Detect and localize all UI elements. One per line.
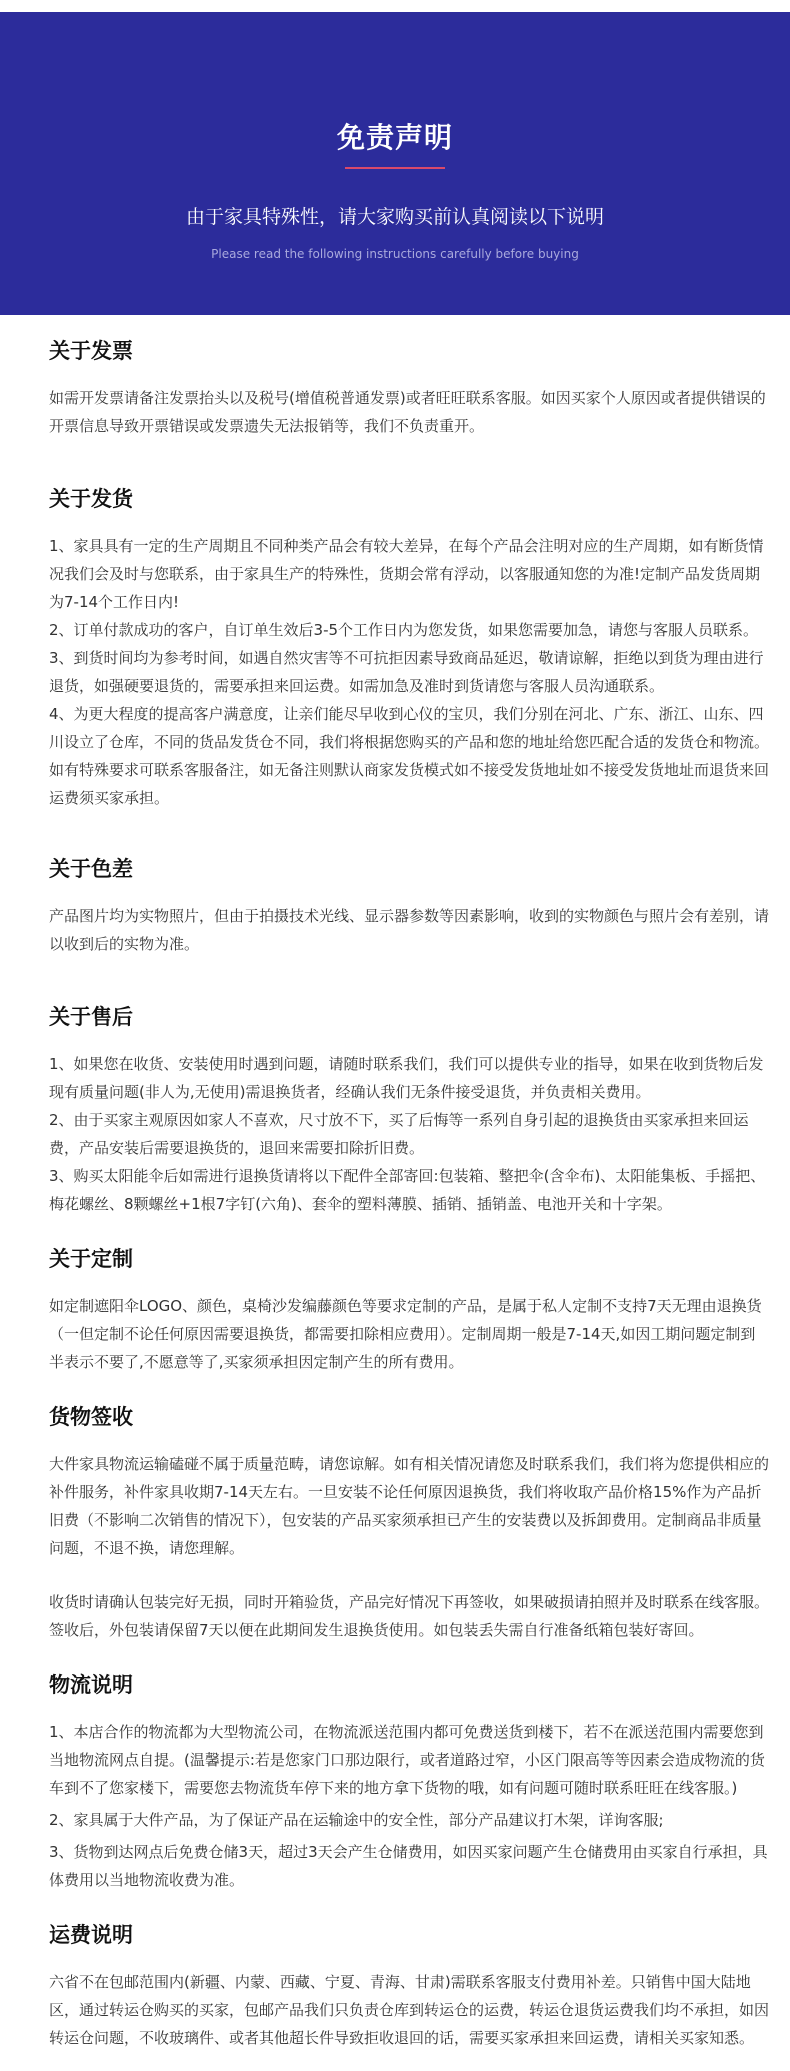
section-paragraph: 2、由于买家主观原因如家人不喜欢，尺寸放不下，买了后悔等一系列自身引起的退换货由买家承担来回运费，产品安装后需要退换货的，退回来需要扣除折旧费。 xyxy=(49,1111,749,1157)
section-title: 关于发票 xyxy=(49,339,133,363)
section-paragraph: 大件家具物流运输磕碰不属于质量范畴，请您谅解。如有相关情况请您及时联系我们，我们将为您提供相应的补件服务，补件家具收期7-14天左右。一旦安装不论任何原因退换货，我们将收取产品价格15%作为产品折旧费（不影响二次销售的情况下），包安装的产品买家须承担已产生的安装费以及拆卸费用。定制商品非质量问题，不退不换，请您理解。 xyxy=(49,1455,770,1557)
section-paragraph: 2、家具属于大件产品，为了保证产品在运输途中的安全性，部分产品建议打木架，详询客服; xyxy=(49,1811,664,1829)
section-paragraph: 如需开发票请备注发票抬头以及税号(增值税普通发票)或者旺旺联系客服。如因买家个人原因或者提供错误的开票信息导致开票错误或发票遗失无法报销等，我们不负责重开。 xyxy=(49,389,766,435)
section-logistics xyxy=(49,1670,769,1894)
section-paragraph: 六省不在包邮范围内(新疆、内蒙、西藏、宁夏、青海、甘肃)需联系客服支付费用补差。只销售中国大陆地区，通过转运仓购买的买家，包邮产品我们只负责仓库到转运仓的运费，转运仓退货运费我们均不承担，如因转运仓问题，不收玻璃件、或者其他超长件导致拒收退回的话，需要买家承担来回运费，请相关买家知悉。 xyxy=(49,1973,770,2047)
page-title: 免责声明 xyxy=(336,121,453,154)
section-paragraph: 如定制遮阳伞LOGO、颜色，桌椅沙发编藤颜色等要求定制的产品，是属于私人定制不支持7天无理由退换货（一但定制不论任何原因需要退换货，都需要扣除相应费用）。定制周期一般是7-14天,如因工期问题定制到半表示不要了,不愿意等了,买家须承担因定制产生的所有费用。 xyxy=(49,1297,762,1371)
section-title: 运费说明 xyxy=(49,1923,133,1947)
section-paragraph: 产品图片均为实物照片，但由于拍摄技术光线、显示器参数等因素影响，收到的实物颜色与照片会有差别，请以收到后的实物为准。 xyxy=(49,907,770,953)
section-title: 关于发货 xyxy=(49,487,133,511)
section-invoice xyxy=(49,336,769,440)
section-signing xyxy=(49,1402,769,1644)
section-paragraph: 3、购买太阳能伞后如需进行退换货请将以下配件全部寄回:包装箱、整把伞(含伞布)、太阳能集板、手摇把、梅花螺丝、8颗螺丝+1根7字钉(六角)、套伞的塑料薄膜、插销、插销盖、电池开关和十字架。 xyxy=(49,1167,766,1213)
section-title: 物流说明 xyxy=(49,1673,133,1697)
header-banner xyxy=(0,12,790,315)
page-subtitle-english: Please read the following instructions carefully before buying xyxy=(211,247,579,261)
section-paragraph: 1、家具具有一定的生产周期且不同种类产品会有较大差异，在每个产品会注明对应的生产周期，如有断货情况我们会及时与您联系，由于家具生产的特殊性，货期会常有浮动，以客服通知您的为准!定制产品发货周期为7-14个工作日内! xyxy=(49,537,764,611)
section-customization xyxy=(49,1244,769,1376)
page-subtitle: 由于家具特殊性，请大家购买前认真阅读以下说明 xyxy=(185,206,604,228)
section-after-sale xyxy=(49,1002,769,1218)
section-paragraph: 收货时请确认包装完好无损，同时开箱验货，产品完好情况下再签收，如果破损请拍照并及时联系在线客服。签收后，外包装请保留7天以便在此期间发生退换货使用。如包装丢失需自行准备纸箱包装好寄回。 xyxy=(49,1593,770,1639)
section-paragraph: 4、为更大程度的提高客户满意度，让亲们能尽早收到心仪的宝贝，我们分别在河北、广东、浙江、山东、四川设立了仓库，不同的货品发货仓不同，我们将根据您购买的产品和您的地址给您匹配合适的发货仓和物流。如有特殊要求可联系客服备注，如无备注则默认商家发货模式如不接受发货地址如不接受发货地址而退货来回运费须买家承担。 xyxy=(49,705,770,807)
section-shipping xyxy=(49,484,769,812)
section-paragraph: 3、到货时间均为参考时间，如遇自然灾害等不可抗拒因素导致商品延迟，敬请谅解，拒绝以到货为理由进行退货，如强硬要退货的，需要承担来回运费。如需加急及准时到货请您与客服人员沟通联系。 xyxy=(49,649,764,695)
section-paragraph: 2、订单付款成功的客户，自订单生效后3-5个工作日内为您发货，如果您需要加急，请您与客服人员联系。 xyxy=(49,621,759,639)
section-title: 关于售后 xyxy=(49,1005,133,1029)
section-paragraph: 1、如果您在收货、安装使用时遇到问题，请随时联系我们，我们可以提供专业的指导，如果在收到货物后发现有质量问题(非人为,无使用)需退换货者，经确认我们无条件接受退货，并负责相关费用。 xyxy=(49,1055,764,1101)
disclaimer-content xyxy=(49,336,769,2052)
title-divider xyxy=(345,167,445,169)
section-title: 货物签收 xyxy=(49,1405,133,1429)
section-title: 关于定制 xyxy=(49,1247,133,1271)
section-paragraph: 1、本店合作的物流都为大型物流公司，在物流派送范围内都可免费送货到楼下，若不在派送范围内需要您到当地物流网点自提。(温馨提示:若是您家门口那边限行，或者道路过窄，小区门限高等等因素会造成物流的货车到不了您家楼下，需要您去物流货车停下来的地方拿下货物的哦，如有问题可随时联系旺旺在线客服。) xyxy=(49,1723,765,1797)
section-title: 关于色差 xyxy=(49,857,133,881)
section-color-difference xyxy=(49,854,769,958)
section-paragraph: 3、货物到达网点后免费仓储3天，超过3天会产生仓储费用，如因买家问题产生仓储费用由买家自行承担，具体费用以当地物流收费为准。 xyxy=(49,1843,768,1889)
section-freight xyxy=(49,1920,769,2052)
